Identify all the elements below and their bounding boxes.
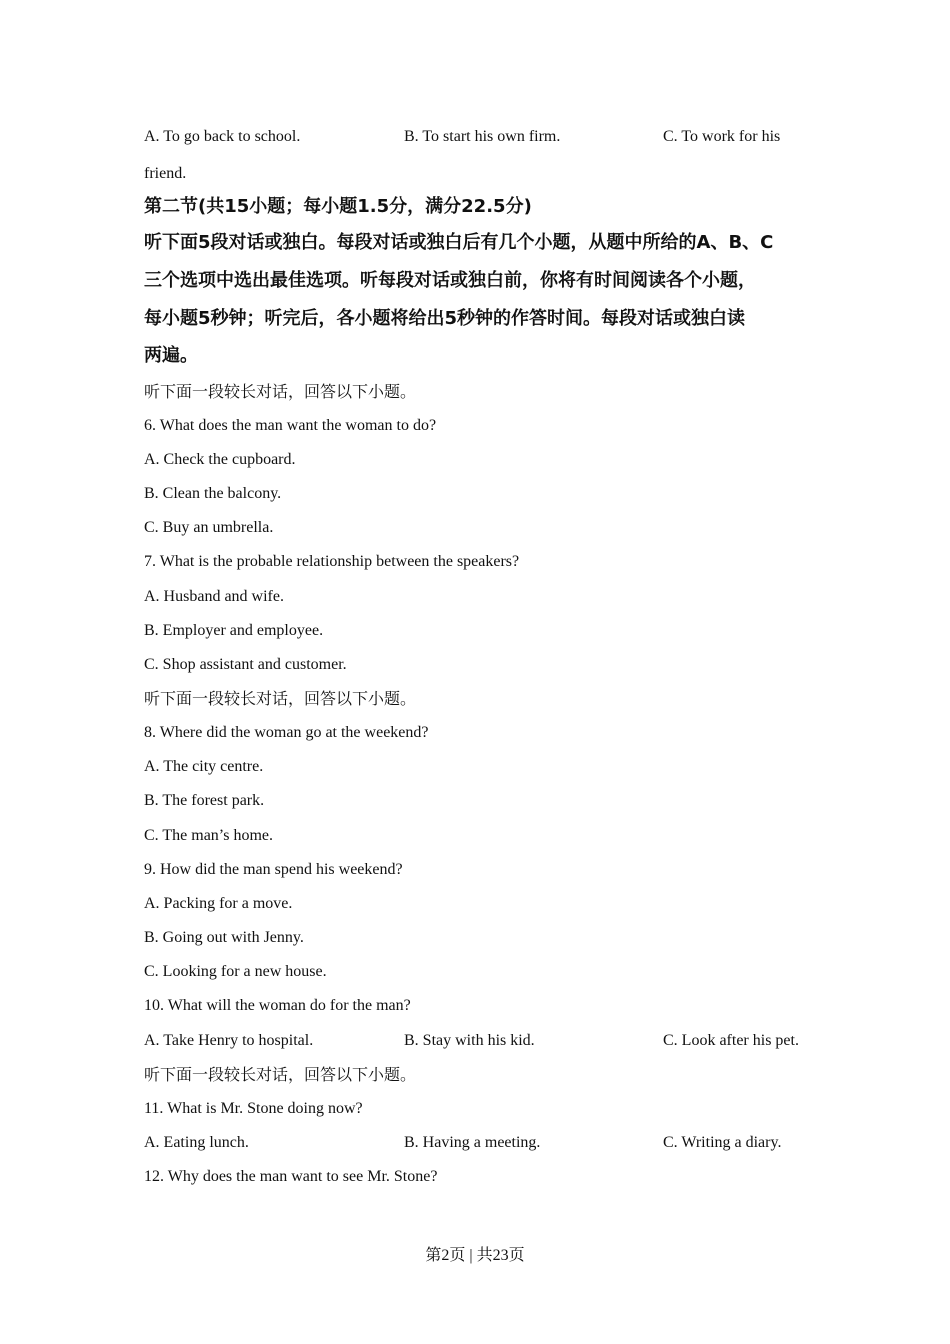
q7-stem: 7. What is the probable relationship between the speakers? <box>144 553 520 570</box>
section-instructions-line-2: 三个选项中选出最佳选项。听每段对话或独白前，你将有时间阅读各个小题， <box>144 270 756 291</box>
q9-option-c: C. Looking for a new house. <box>144 963 327 980</box>
q10-option-c: C. Look after his pet. <box>663 1032 799 1049</box>
q8-option-b: B. The forest park. <box>144 792 265 809</box>
q5-option-c-continued: friend. <box>144 165 187 182</box>
q10-stem: 10. What will the woman do for the man? <box>144 997 411 1014</box>
q6-stem: 6. What does the man want the woman to do? <box>144 417 437 434</box>
dialogue-note: 听下面一段较长对话，回答以下小题。 <box>144 689 417 708</box>
section-instructions-line-1: 听下面5段对话或独白。每段对话或独白后有几个小题，从题中所给的A、B、C <box>144 232 774 253</box>
q9-stem: 9. How did the man spend his weekend? <box>144 861 403 878</box>
q6-option-c: C. Buy an umbrella. <box>144 519 274 536</box>
q5-option-b: B. To start his own firm. <box>404 128 561 145</box>
q10-option-b: B. Stay with his kid. <box>404 1032 535 1049</box>
section-title: 第二节(共15小题；每小题1.5分，满分22.5分) <box>144 196 532 217</box>
page-footer: 第2页 | 共23页 <box>425 1247 525 1264</box>
q7-option-a: A. Husband and wife. <box>144 588 284 605</box>
section-instructions-line-3: 每小题5秒钟；听完后，各小题将给出5秒钟的作答时间。每段对话或独白读 <box>144 308 746 329</box>
q11-stem: 11. What is Mr. Stone doing now? <box>144 1100 363 1117</box>
q11-option-a: A. Eating lunch. <box>144 1134 249 1151</box>
q8-option-c: C. The man’s home. <box>144 827 274 844</box>
q6-option-b: B. Clean the balcony. <box>144 485 282 502</box>
q8-option-a: A. The city centre. <box>144 758 264 775</box>
q8-stem: 8. Where did the woman go at the weekend? <box>144 724 429 741</box>
q12-stem: 12. Why does the man want to see Mr. Stone? <box>144 1168 438 1185</box>
q10-option-a: A. Take Henry to hospital. <box>144 1032 314 1049</box>
q7-option-c: C. Shop assistant and customer. <box>144 656 347 673</box>
q5-option-a: A. To go back to school. <box>144 128 301 145</box>
q9-option-b: B. Going out with Jenny. <box>144 929 304 946</box>
q11-option-b: B. Having a meeting. <box>404 1134 541 1151</box>
q6-option-a: A. Check the cupboard. <box>144 451 296 468</box>
dialogue-note: 听下面一段较长对话，回答以下小题。 <box>144 382 417 401</box>
q11-option-c: C. Writing a diary. <box>663 1134 782 1151</box>
dialogue-note: 听下面一段较长对话，回答以下小题。 <box>144 1065 417 1084</box>
section-instructions-line-4: 两遍。 <box>144 345 198 366</box>
q5-option-c: C. To work for his <box>663 128 781 145</box>
q9-option-a: A. Packing for a move. <box>144 895 293 912</box>
q7-option-b: B. Employer and employee. <box>144 622 324 639</box>
